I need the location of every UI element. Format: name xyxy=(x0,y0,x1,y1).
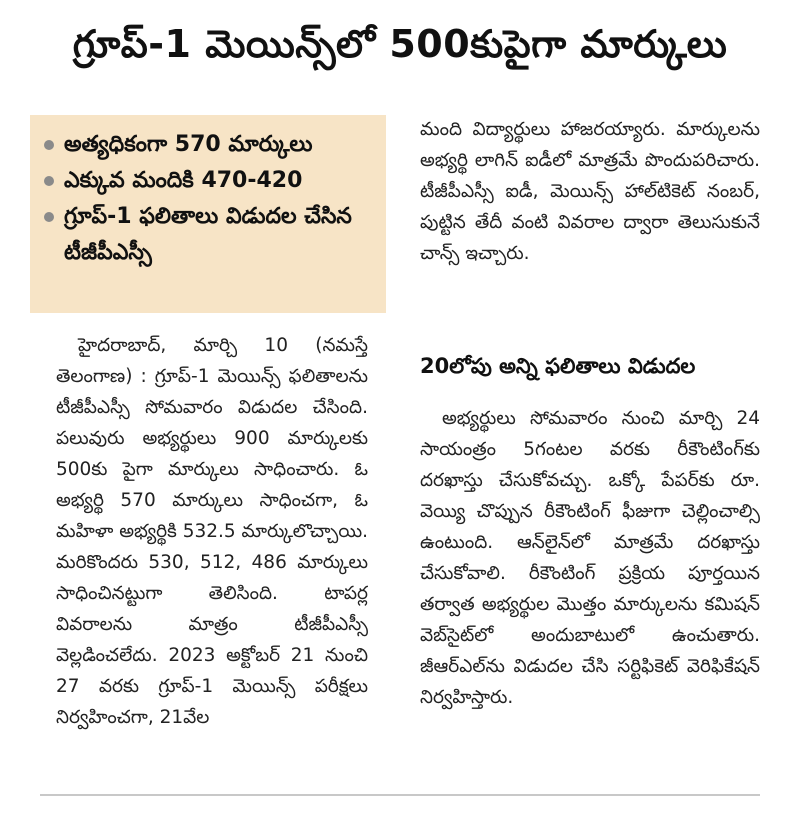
highlight-item xyxy=(44,163,376,199)
highlight-text: ఎక్కువ మందికి 470-420 xyxy=(64,168,303,193)
bullet-icon xyxy=(44,176,54,186)
bullet-icon xyxy=(44,140,54,150)
headline: గ్రూప్‌-1 మెయిన్స్‌లో 500కుపైగా మార్కులు xyxy=(72,22,728,66)
subheading: 20లోపు అన్ని ఫలితాలు విడుదల xyxy=(420,354,696,378)
article-paragraph: మంది విద్యార్థులు హాజరయ్యారు. మార్కులను అభ్యర్థి లాగిన్‌ ఐడీలో మాత్రమే పొందుపరిచారు. టీజీపీఎస్సీ ఐడీ, మెయిన్స్‌ హాల్‌టికెట్‌ నంబర్‌, పుట్టిన తేదీ వంటి వివరాల ద్వారా తెలుసుకునే చాన్స్‌ ఇచ్చారు. xyxy=(420,119,760,264)
bullet-icon xyxy=(44,212,54,222)
highlights-box xyxy=(30,115,386,313)
highlight-item xyxy=(44,199,376,271)
bottom-divider xyxy=(40,794,760,796)
article-column-right-bottom xyxy=(420,403,760,713)
article-column-right-top xyxy=(420,114,760,269)
highlight-text: గ్రూప్‌-1 ఫలితాలు విడుదల చేసిన టీజీపీఎస్సీ xyxy=(64,204,352,265)
article-column-left xyxy=(56,330,368,733)
highlight-text: అత్యధికంగా 570 మార్కులు xyxy=(64,132,313,157)
article-paragraph: అభ్యర్థులు సోమవారం నుంచి మార్చి 24 సాయంత్రం 5గంటల వరకు రీకౌంటింగ్‌కు దరఖాస్తు చేసుకోవచ్చు. ఒక్కో పేపర్‌కు రూ. వెయ్యి చొప్పున రీకౌంటింగ్‌ ఫీజుగా చెల్లించాల్సి ఉంటుంది. ఆన్‌లైన్‌లో మాత్రమే దరఖాస్తు చేసుకోవాలి. రీకౌంటింగ్‌ ప్రక్రియ పూర్తయిన తర్వాత అభ్యర్థుల మొత్తం మార్కులను కమిషన్‌ వెబ్‌సైట్‌లో అందుబాటులో ఉంచుతారు. జీఆర్‌ఎల్‌ను విడుదల చేసి సర్టిఫికెట్‌ వెరిఫికేషన్‌ నిర్వహిస్తారు. xyxy=(420,408,760,708)
article-paragraph: హైదరాబాద్‌, మార్చి 10 (నమస్తే తెలంగాణ) : గ్రూప్‌-1 మెయిన్స్‌ ఫలితాలను టీజీపీఎస్సీ సోమవారం విడుదల చేసింది. పలువురు అభ్యర్థులు 900 మార్కులకు 500కు పైగా మార్కులు సాధించారు. ఓ అభ్యర్థి 570 మార్కులు సాధించగా, ఓ మహిళా అభ్యర్థికి 532.5 మార్కులొచ్చాయి. మరికొందరు 530, 512, 486 మార్కులు సాధించినట్టుగా తెలిసింది. టాపర్ల వివరాలను మాత్రం టీజీపీఎస్సీ వెల్లడించలేదు. 2023 అక్టోబర్‌ 21 నుంచి 27 వరకు గ్రూప్‌-1 మెయిన్స్‌ పరీక్షలు నిర్వహించగా, 21వేల xyxy=(56,335,368,728)
highlight-item xyxy=(44,127,376,163)
